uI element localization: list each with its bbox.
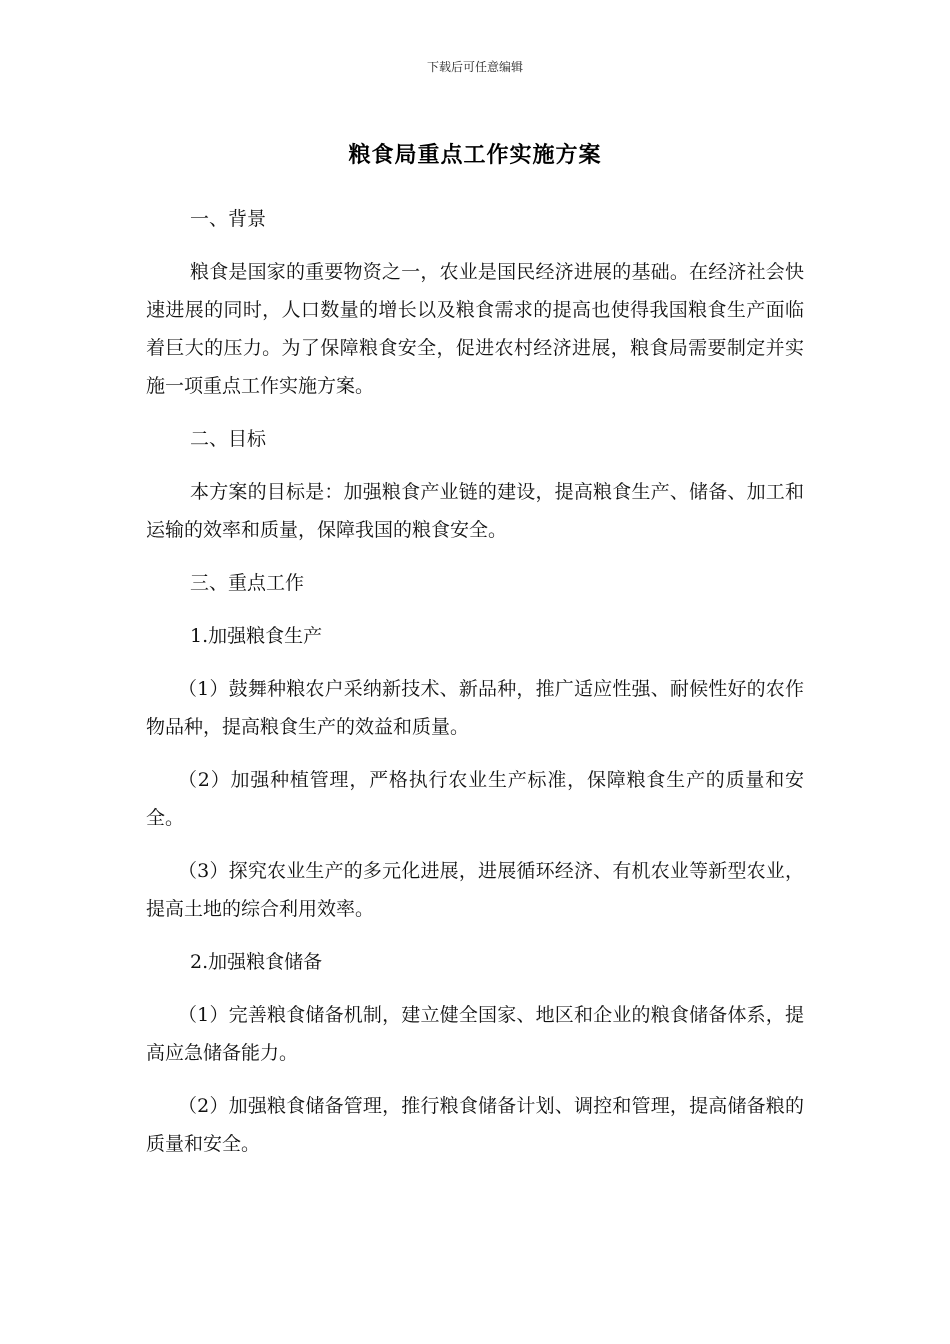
section-heading-background: 一、背景	[190, 208, 267, 230]
list-item: （2）加强种植管理，严格执行农业生产标准，保障粮食生产的质量和安全。	[146, 769, 804, 829]
document-title: 粮食局重点工作实施方案	[348, 143, 602, 168]
subheading-grain-production: 1.加强粮食生产	[190, 625, 323, 647]
list-item: （1）完善粮食储备机制，建立健全国家、地区和企业的粮食储备体系，提高应急储备能力。	[146, 1004, 804, 1064]
subheading-grain-reserve: 2.加强粮食储备	[190, 951, 323, 973]
paragraph-goal: 本方案的目标是：加强粮食产业链的建设，提高粮食生产、储备、加工和运输的效率和质量，保障我国的粮食安全。	[146, 481, 804, 541]
section-heading-goal: 二、目标	[190, 428, 267, 450]
paragraph-background: 粮食是国家的重要物资之一，农业是国民经济进展的基础。在经济社会快速进展的同时，人口数量的增长以及粮食需求的提高也使得我国粮食生产面临着巨大的压力。为了保障粮食安全，促进农村经济进展，粮食局需要制定并实施一项重点工作实施方案。	[146, 261, 804, 397]
list-item: （3）探究农业生产的多元化进展，进展循环经济、有机农业等新型农业，提高土地的综合利用效率。	[146, 860, 804, 920]
section-heading-key-work: 三、重点工作	[190, 572, 305, 594]
list-item: （2）加强粮食储备管理，推行粮食储备计划、调控和管理，提高储备粮的质量和安全。	[146, 1095, 804, 1155]
header-note: 下载后可任意编辑	[426, 60, 523, 74]
list-item: （1）鼓舞种粮农户采纳新技术、新品种，推广适应性强、耐候性好的农作物品种，提高粮食生产的效益和质量。	[146, 678, 804, 738]
document-body	[146, 200, 804, 1178]
